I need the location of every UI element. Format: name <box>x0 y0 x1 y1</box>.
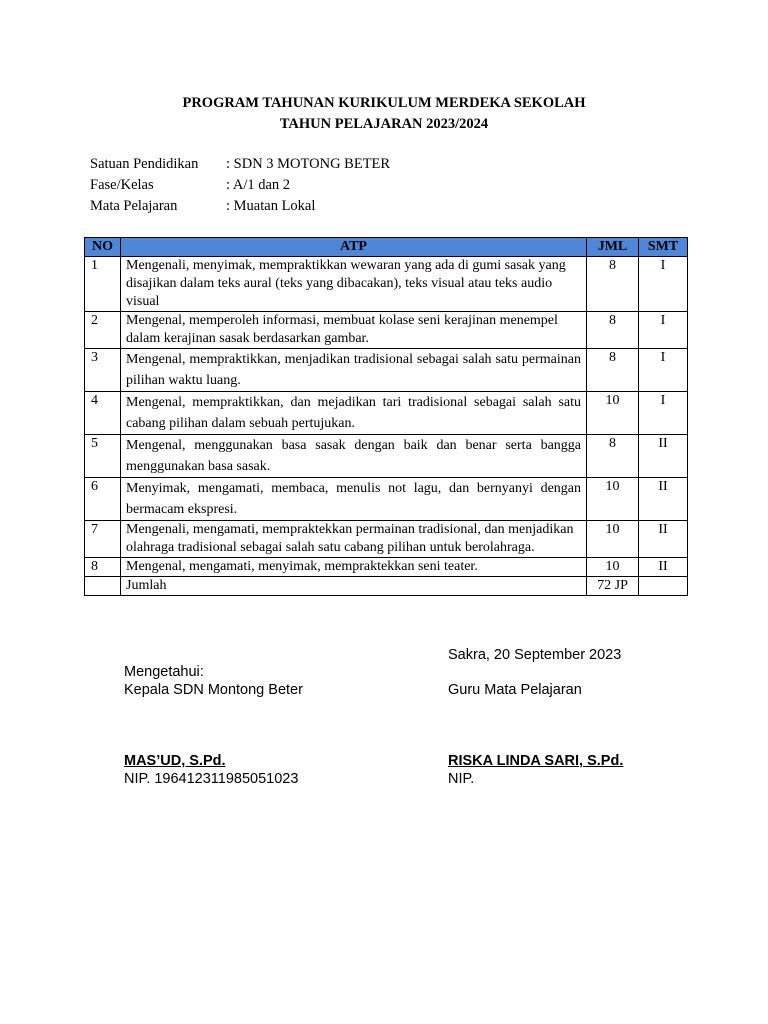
cell-no: 6 <box>85 478 121 521</box>
table-row <box>85 521 688 558</box>
cell-no: 5 <box>85 435 121 478</box>
cell-atp: Mengenal, menggunakan basa sasak dengan baik dan benar serta bangga menggunakan basa sasak. <box>121 435 587 478</box>
cell-smt: I <box>639 257 688 312</box>
cell-jml: 8 <box>587 435 639 478</box>
cell-smt: I <box>639 312 688 349</box>
cell-atp: Mengenal, mengamati, menyimak, mempraktekkan seni teater. <box>121 558 587 577</box>
meta-value: : A/1 dan 2 <box>226 177 291 193</box>
cell-atp: Mengenali, mengamati, mempraktekkan permainan tradisional, dan menjadikan olahraga tradisional sebagai salah satu cabang pilihan untuk berolahraga. <box>121 521 587 558</box>
cell-smt: I <box>639 392 688 435</box>
right-signature-nip: NIP. <box>448 771 475 787</box>
meta-label: Satuan Pendidikan <box>90 156 199 172</box>
cell-jml: 8 <box>587 349 639 392</box>
meta-value: : SDN 3 MOTONG BETER <box>226 156 391 172</box>
table-row <box>85 349 688 392</box>
cell-atp: Mengenal, mempraktikkan, dan mejadikan tari tradisional sebagai salah satu cabang pilihan dalam sebuah pertujukan. <box>121 392 587 435</box>
cell-smt: I <box>639 349 688 392</box>
left-signature-role: Kepala SDN Montong Beter <box>124 682 303 698</box>
table-row <box>85 392 688 435</box>
cell-jml: 8 <box>587 312 639 349</box>
right-signer-name: RISKA LINDA SARI, S.Pd. <box>448 753 624 769</box>
header-atp: ATP <box>121 238 587 257</box>
cell-smt: II <box>639 478 688 521</box>
right-signature-name <box>448 752 623 770</box>
meta-label: Fase/Kelas <box>90 177 154 193</box>
cell-smt-empty <box>639 577 688 596</box>
cell-jml: 10 <box>587 478 639 521</box>
meta-label: Mata Pelajaran <box>90 198 178 214</box>
header-no: NO <box>85 238 121 257</box>
table-row <box>85 435 688 478</box>
cell-atp: Mengenal, mempraktikkan, menjadikan tradisional sebagai salah satu permainan pilihan waktu luang. <box>121 349 587 392</box>
cell-no: 8 <box>85 558 121 577</box>
meta-value: : Muatan Lokal <box>226 198 316 214</box>
identity-block <box>90 154 390 217</box>
table-row <box>85 558 688 577</box>
left-signer-name: MAS’UD, S.Pd. <box>124 753 226 769</box>
cell-atp: Mengenali, menyimak, mempraktikkan wewaran yang ada di gumi sasak yang disajikan dalam teks aural (teks yang dibacakan), teks visual atau teks audio visual <box>121 257 587 312</box>
cell-smt: II <box>639 521 688 558</box>
meta-row-mapel <box>90 196 390 217</box>
cell-no: 1 <box>85 257 121 312</box>
cell-jml: 10 <box>587 558 639 577</box>
table-row <box>85 312 688 349</box>
right-signature-role: Guru Mata Pelajaran <box>448 682 582 698</box>
left-signature-name <box>124 752 226 770</box>
header-smt: SMT <box>639 238 688 257</box>
left-signature-nip: NIP. 196412311985051023 <box>124 771 299 787</box>
meta-row-satuan <box>90 154 390 175</box>
header-jml: JML <box>587 238 639 257</box>
cell-atp: Menyimak, mengamati, membaca, menulis not lagu, dan bernyanyi dengan bermacam ekspresi. <box>121 478 587 521</box>
document-subtitle: TAHUN PELAJARAN 2023/2024 <box>279 116 489 132</box>
cell-smt: II <box>639 558 688 577</box>
atp-table <box>84 237 688 596</box>
table-header-row <box>85 238 688 257</box>
cell-no-empty <box>85 577 121 596</box>
cell-jml: 8 <box>587 257 639 312</box>
cell-no: 4 <box>85 392 121 435</box>
meta-row-fase <box>90 175 390 196</box>
cell-no: 7 <box>85 521 121 558</box>
total-label: Jumlah <box>121 577 587 596</box>
cell-atp: Mengenal, memperoleh informasi, membuat kolase seni kerajinan menempel dalam kerajinan sasak berdasarkan gambar. <box>121 312 587 349</box>
cell-smt: II <box>639 435 688 478</box>
table-row <box>85 478 688 521</box>
place-date: Sakra, 20 September 2023 <box>448 647 622 663</box>
cell-jml: 10 <box>587 521 639 558</box>
cell-no: 3 <box>85 349 121 392</box>
total-value: 72 JP <box>587 577 639 596</box>
cell-no: 2 <box>85 312 121 349</box>
cell-jml: 10 <box>587 392 639 435</box>
table-row <box>85 257 688 312</box>
total-row <box>85 577 688 596</box>
document-title: PROGRAM TAHUNAN KURIKULUM MERDEKA SEKOLAH <box>182 95 586 111</box>
left-signature-intro: Mengetahui: <box>124 664 204 680</box>
